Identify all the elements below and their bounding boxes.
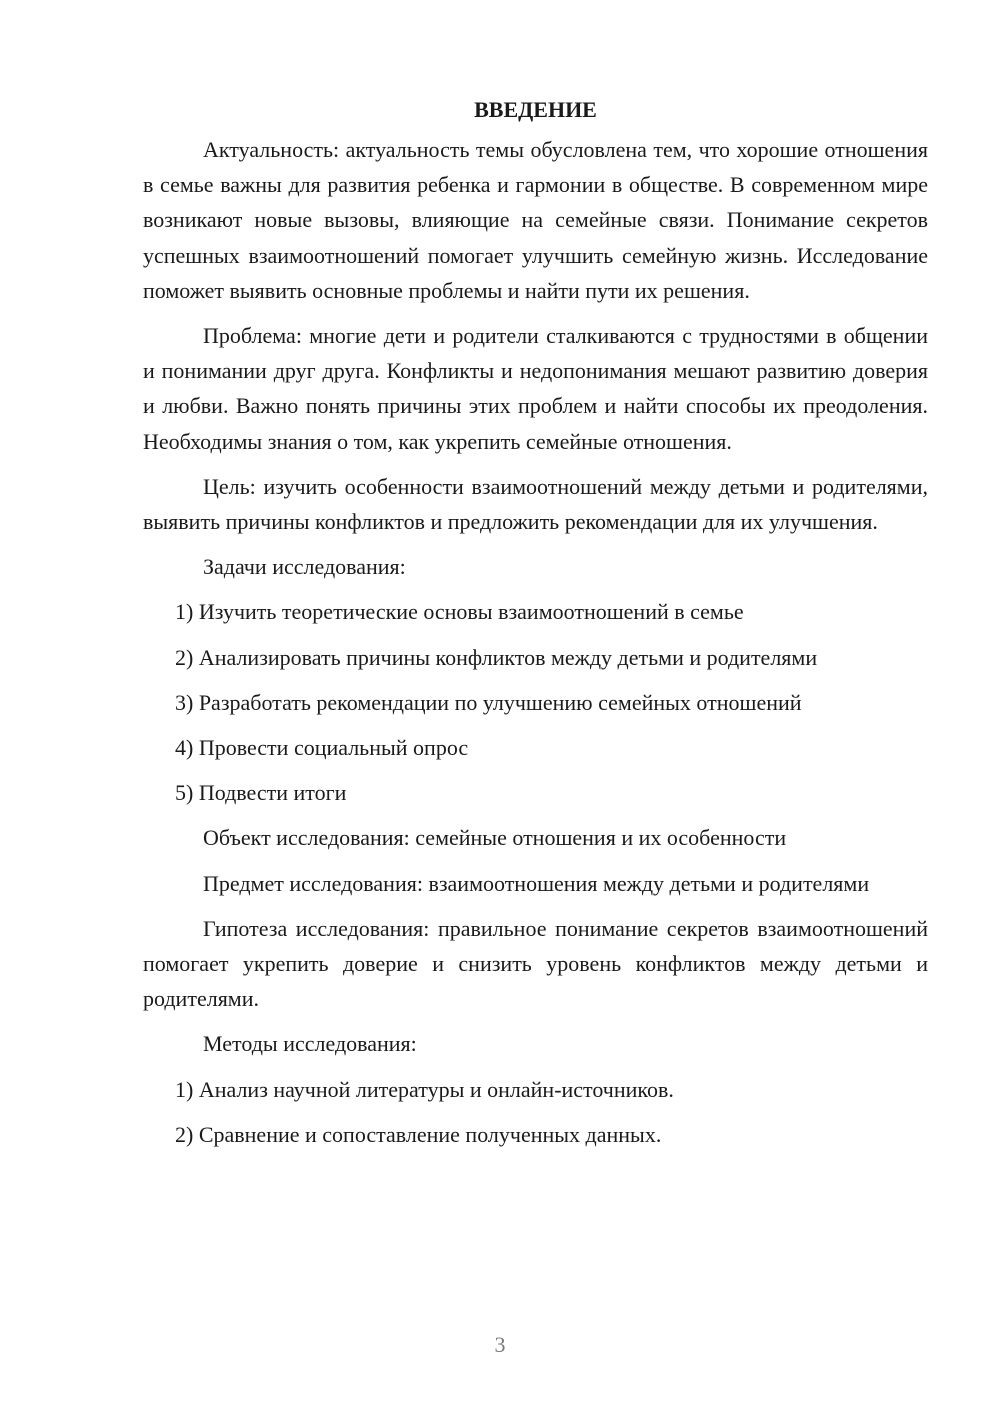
object-line: Объект исследования: семейные отношения и их особенности — [203, 825, 787, 851]
goal-paragraph: Цель: изучить особенности взаимоотношений между детьми и родителями, выявить причины конфликтов и предложить рекомендации для их улучшения. — [143, 473, 928, 535]
task-item: 4) Провести социальный опрос — [175, 735, 469, 761]
task-item: 5) Подвести итоги — [175, 780, 347, 806]
methods-list — [143, 1072, 928, 1152]
document-page — [143, 92, 928, 1162]
section-title: ВВЕДЕНИЕ — [474, 97, 597, 122]
task-item: 3) Разработать рекомендации по улучшению семейных отношений — [175, 689, 802, 715]
subject-paragraph: Предмет исследования: взаимоотношения между детьми и родителями — [203, 870, 870, 896]
tasks-heading: Задачи исследования: — [203, 554, 406, 580]
problem-paragraph: Проблема: многие дети и родители сталкиваются с трудностями в общении и понимании друг друга. Конфликты и недопонимания мешают развитию доверия и любви. Важно понять причины этих проблем и найти способы их преодоления. Необходимы знания о том, как укрепить семейные отношения. — [143, 323, 928, 454]
tasks-list — [143, 594, 928, 810]
task-item: 2) Анализировать причины конфликтов между детьми и родителями — [175, 644, 818, 670]
relevance-paragraph: Актуальность: актуальность темы обусловлена тем, что хорошие отношения в семье важны для развития ребенка и гармонии в обществе. В современном мире возникают новые вызовы, влияющие на семейные связи. Понимание секретов успешных взаимоотношений помогает улучшить семейную жизнь. Исследование поможет выявить основные проблемы и найти пути их решения. — [143, 137, 928, 303]
task-item: 1) Изучить теоретические основы взаимоотношений в семье — [175, 599, 744, 625]
method-item: 2) Сравнение и сопоставление полученных данных. — [175, 1121, 662, 1147]
page-number: 3 — [494, 1332, 506, 1357]
hypothesis-paragraph: Гипотеза исследования: правильное понимание секретов взаимоотношений помогает укрепить доверие и снизить уровень конфликтов между детьми и родителями. — [143, 915, 928, 1012]
method-item: 1) Анализ научной литературы и онлайн-источников. — [175, 1076, 674, 1102]
methods-heading: Методы исследования: — [203, 1031, 417, 1057]
